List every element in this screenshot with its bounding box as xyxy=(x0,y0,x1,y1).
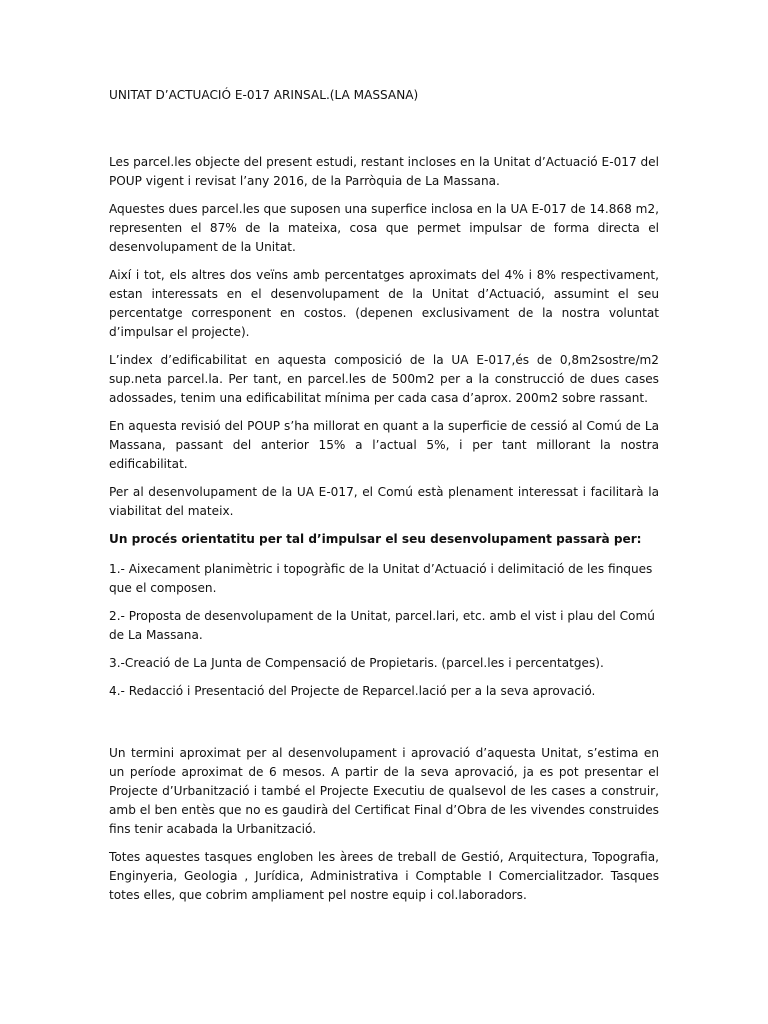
document-title: UNITAT D’ACTUACIÓ E-017 ARINSAL.(LA MASSANA) xyxy=(109,88,419,102)
paragraph-area-share: Aquestes dues parcel.les que suposen una superfice inclosa en la UA E-017 de 14.868 m2, representen el 87% de la mateixa, cosa que permet impulsar de forma directa el desenvolupament de la Unitat. xyxy=(109,202,659,254)
paragraph-work-areas: Totes aquestes tasques engloben les àrees de treball de Gestió, Arquitectura, Topografia, Enginyeria, Geologia , Jurídica, Administrativa i Comptable I Comercialitzador. Tasques totes elles, que cobrim ampliament pel nostre equip i col.laboradors. xyxy=(109,850,659,902)
paragraph-buildability: L’index d’edificabilitat en aquesta composició de la UA E-017,és de 0,8m2sostre/m2 sup.neta parcel.la. Per tant, en parcel.les de 500m2 per a la construcció de dues cases adossades, tenim una edificabilitat mínima per cada casa d’aprox. 200m2 sobre rassant. xyxy=(109,353,659,405)
process-heading: Un procés orientatitu per tal d’impulsar el seu desenvolupament passarà per: xyxy=(109,532,642,546)
process-step: 2.- Proposta de desenvolupament de la Unitat, parcel.lari, etc. amb el vist i plau del Comú de La Massana. xyxy=(109,609,655,642)
process-step: 4.- Redacció i Presentació del Projecte de Reparcel.lació per a la seva aprovació. xyxy=(109,684,596,698)
paragraph-scope: Les parcel.les objecte del present estudi, restant incloses en la Unitat d’Actuació E-017 del POUP vigent i revisat l’any 2016, de la Parròquia de La Massana. xyxy=(109,155,659,188)
process-step: 1.- Aixecament planimètric i topogràfic de la Unitat d’Actuació i delimitació de les finques que el composen. xyxy=(109,562,653,595)
paragraph-timeline: Un termini aproximat per al desenvolupament i aprovació d’aquesta Unitat, s’estima en un període aproximat de 6 mesos. A partir de la seva aprovació, ja es pot presentar el Projecte d’Urbanització i també el Projecte Executiu de qualsevol de les cases a construir, amb el ben entès que no es gaudirà del Certificat Final d’Obra de les vivendes construides fins tenir acabada la Urbanització. xyxy=(109,746,659,836)
paragraph-poup-revision: En aquesta revisió del POUP s’ha millorat en quant a la superficie de cessió al Comú de La Massana, passant del anterior 15% a l’actual 5%, i per tant millorant la nostra edificabilitat. xyxy=(109,419,659,471)
paragraph-comu-support: Per al desenvolupament de la UA E-017, el Comú està plenament interessat i facilitarà la viabilitat del mateix. xyxy=(109,485,659,518)
process-step: 3.-Creació de La Junta de Compensació de Propietaris. (parcel.les i percentatges). xyxy=(109,656,604,670)
paragraph-neighbours: Així i tot, els altres dos veïns amb percentatges aproximats del 4% i 8% respectivament, estan interessats en el desenvolupament de la Unitat d’Actuació, assumint el seu percentatge corresponent en costos. (depenen exclusivament de la nostra voluntat d’impulsar el projecte). xyxy=(109,268,659,339)
document-body xyxy=(109,86,659,914)
